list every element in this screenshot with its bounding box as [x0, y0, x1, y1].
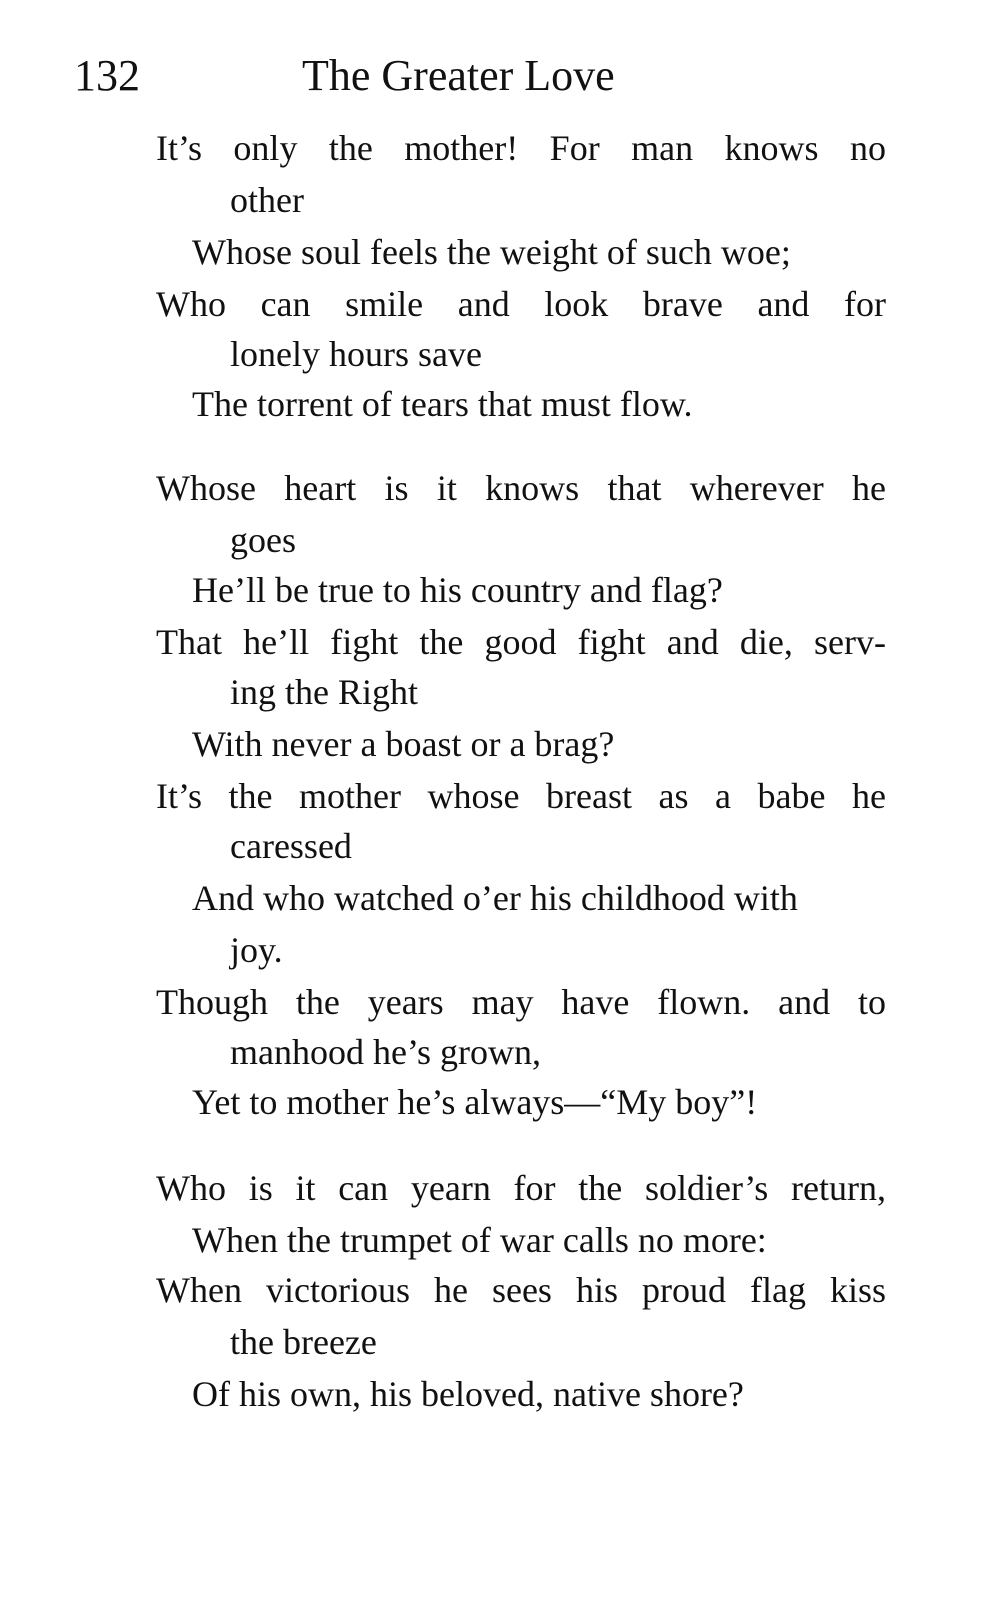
poem-line: lonely hours save — [230, 334, 482, 374]
poem-line: Who can smile and look brave and for — [156, 284, 886, 324]
poem-line: the breeze — [230, 1322, 377, 1362]
poem-line: Whose heart is it knows that wherever he — [156, 468, 886, 508]
poem-line: Though the years may have flown. and to — [156, 982, 886, 1022]
poem-line: Of his own, his beloved, native shore? — [192, 1374, 744, 1414]
poem-line: The torrent of tears that must flow. — [192, 384, 693, 424]
poem-line: He’ll be true to his country and flag? — [192, 570, 723, 610]
poem-line: goes — [230, 520, 296, 560]
poem-line: When victorious he sees his proud flag kiss — [156, 1270, 886, 1310]
poem-line: manhood he’s grown, — [230, 1032, 541, 1072]
poem-line: It’s the mother whose breast as a babe he — [156, 776, 886, 816]
poem-line: Yet to mother he’s always—“My boy”! — [192, 1082, 758, 1122]
poem-line: caressed — [230, 826, 352, 866]
poem-line: With never a boast or a brag? — [192, 724, 615, 764]
poem-line: ing the Right — [230, 672, 418, 712]
page-header — [74, 46, 934, 106]
page-number: 132 — [74, 51, 140, 100]
poem-line: It’s only the mother! For man knows no — [156, 128, 886, 168]
poem-line: Whose soul feels the weight of such woe; — [192, 232, 791, 272]
poem-line: other — [230, 180, 304, 220]
poem-line: When the trumpet of war calls no more: — [192, 1220, 767, 1260]
poem-line: And who watched o’er his childhood with — [192, 878, 798, 918]
poem-line: That he’ll fight the good fight and die, serv- — [156, 622, 886, 662]
running-title: The Greater Love — [302, 51, 615, 100]
poem-line: joy. — [230, 930, 283, 970]
poem-line: Who is it can yearn for the soldier’s return, — [156, 1168, 886, 1208]
